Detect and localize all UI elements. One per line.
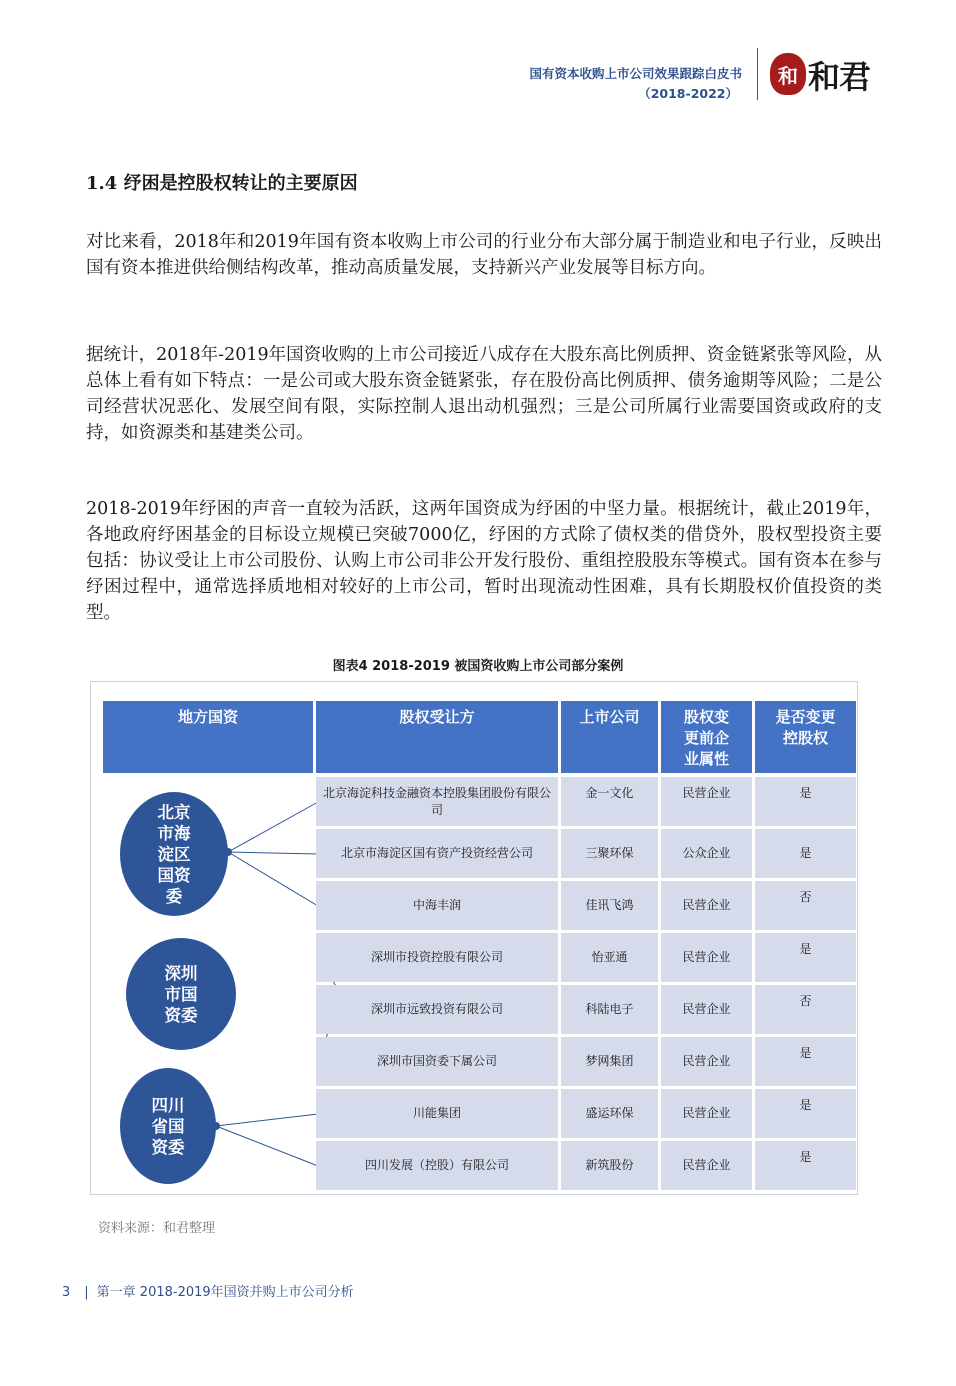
group-circle-beijing-haidian: 北京市海淀区国资委 — [120, 792, 228, 916]
section-title: 1.4 纾困是控股权转让的主要原因 — [86, 173, 358, 194]
table-row — [561, 829, 658, 878]
table-row — [561, 1037, 658, 1086]
paragraph-2: 据统计，2018年-2019年国资收购的上市公司接近八成存在大股东高比例质押、资金链紧张等风险，从总体上看有如下特点：一是公司或大股东资金链紧张，存在股份高比例质押、债务逾期等风险；二是公司经营状况恶化、发展空间有限，实际控制人退出动机强烈；三是公司所属行业需要国资或政府的支持，如资源类和基建类公司。 — [86, 345, 882, 443]
cell-attr: 民营企业 — [682, 1106, 731, 1120]
cell-changed: 是 — [799, 1046, 812, 1060]
table-row — [316, 933, 558, 982]
cell-transferee: 北京海淀科技金融资本控股集团股份有限公司 — [322, 785, 551, 817]
table-row — [755, 829, 856, 878]
chapter-name: 第一章 2018-2019年国资并购上市公司分析 — [96, 1285, 354, 1300]
cell-transferee: 深圳市投资控股有限公司 — [370, 950, 503, 964]
cell-attr: 民营企业 — [682, 1054, 731, 1068]
logo-text: 和君 — [808, 58, 871, 96]
cell-attr: 民营企业 — [682, 898, 731, 912]
report-subtitle: （2018-2022） — [638, 86, 738, 101]
table-row — [755, 1089, 856, 1138]
cell-transferee: 深圳市国资委下属公司 — [376, 1054, 497, 1068]
cell-company: 梦网集团 — [585, 1054, 634, 1068]
report-title: 国有资本收购上市公司效果跟踪白皮书 — [529, 66, 742, 81]
table-row — [661, 829, 752, 878]
cell-attr: 公众企业 — [682, 846, 731, 860]
table-row — [661, 881, 752, 930]
table-row — [316, 777, 558, 826]
cell-changed: 是 — [799, 1098, 812, 1112]
cell-company: 新筑股份 — [585, 1158, 634, 1172]
paragraph-3: 2018-2019年纾困的声音一直较为活跃，这两年国资成为纾困的中坚力量。根据统计，截止2019年，各地政府纾困基金的目标设立规模已突破7000亿，纾困的方式除了债权类的借贷外，股权型投资主要包括：协议受让上市公司股份、认购上市公司非公开发行股份、重组控股股东等模式。国有资本在参与纾困过程中，通常选择质地相对较好的上市公司，暂时出现流动性困难，具有长期股权价值投资的类型。 — [86, 499, 882, 623]
cell-changed: 是 — [799, 786, 812, 800]
table-row — [316, 1141, 558, 1190]
page-number: 3 — [62, 1285, 71, 1300]
page-footer — [62, 1281, 354, 1300]
cell-transferee: 中海丰润 — [412, 898, 461, 912]
table-row — [561, 777, 658, 826]
figure-source: 资料来源：和君整理 — [98, 1221, 216, 1236]
cell-changed: 否 — [799, 994, 812, 1008]
cell-transferee: 深圳市远致投资有限公司 — [370, 1002, 503, 1016]
cell-company: 怡亚通 — [591, 950, 628, 964]
table-row — [316, 985, 558, 1034]
table-row — [316, 881, 558, 930]
table-header-attr: 股权变更前企业属性 — [661, 701, 752, 773]
table-row — [661, 985, 752, 1034]
cell-attr: 民营企业 — [682, 786, 731, 800]
logo-seal-icon: 和 — [770, 53, 806, 95]
cell-transferee: 川能集团 — [412, 1106, 461, 1120]
group-circle-sichuan: 四川省国资委 — [120, 1068, 216, 1184]
table-row — [561, 1089, 658, 1138]
table-header-changed: 是否变更控股权 — [755, 701, 856, 773]
cell-attr: 民营企业 — [682, 1002, 731, 1016]
cell-changed: 否 — [799, 890, 812, 904]
cell-transferee: 北京市海淀区国有资产投资经营公司 — [340, 846, 533, 860]
table-row — [316, 829, 558, 878]
footer-separator: | — [84, 1285, 89, 1300]
table-row — [661, 1037, 752, 1086]
cell-company: 科陆电子 — [585, 1002, 634, 1016]
table-row — [561, 881, 658, 930]
table-row — [755, 777, 856, 826]
figure-title: 图表4 2018-2019 被国资收购上市公司部分案例 — [332, 659, 624, 674]
cell-changed: 是 — [799, 846, 812, 860]
table-row — [661, 777, 752, 826]
cell-changed: 是 — [799, 942, 812, 956]
table-row — [755, 1141, 856, 1190]
cell-attr: 民营企业 — [682, 1158, 731, 1172]
cell-company: 佳讯飞鸿 — [585, 898, 634, 912]
table-row — [316, 1037, 558, 1086]
table-header-transferee: 股权受让方 — [316, 701, 558, 773]
table-row — [755, 933, 856, 982]
table-row — [661, 933, 752, 982]
table-row — [561, 985, 658, 1034]
group-circle-shenzhen: 深圳市国资委 — [126, 938, 236, 1050]
table-row — [561, 1141, 658, 1190]
table-row — [661, 1089, 752, 1138]
table-row — [316, 1089, 558, 1138]
paragraph-1: 对比来看，2018年和2019年国有资本收购上市公司的行业分布大部分属于制造业和电子行业，反映出国有资本推进供给侧结构改革，推动高质量发展，支持新兴产业发展等目标方向。 — [86, 232, 882, 278]
header-divider — [757, 48, 758, 100]
table-row — [755, 1037, 856, 1086]
table-header-local-sasac: 地方国资 — [103, 701, 313, 773]
table-row — [755, 985, 856, 1034]
cell-transferee: 四川发展（控股）有限公司 — [364, 1158, 509, 1172]
cell-attr: 民营企业 — [682, 950, 731, 964]
cell-company: 三聚环保 — [585, 846, 634, 860]
table-header-company: 上市公司 — [561, 701, 658, 773]
table-row — [561, 933, 658, 982]
table-row — [661, 1141, 752, 1190]
cell-company: 盛运环保 — [585, 1106, 634, 1120]
table-row — [755, 881, 856, 930]
cell-company: 金一文化 — [585, 786, 634, 800]
cell-changed: 是 — [799, 1150, 812, 1164]
